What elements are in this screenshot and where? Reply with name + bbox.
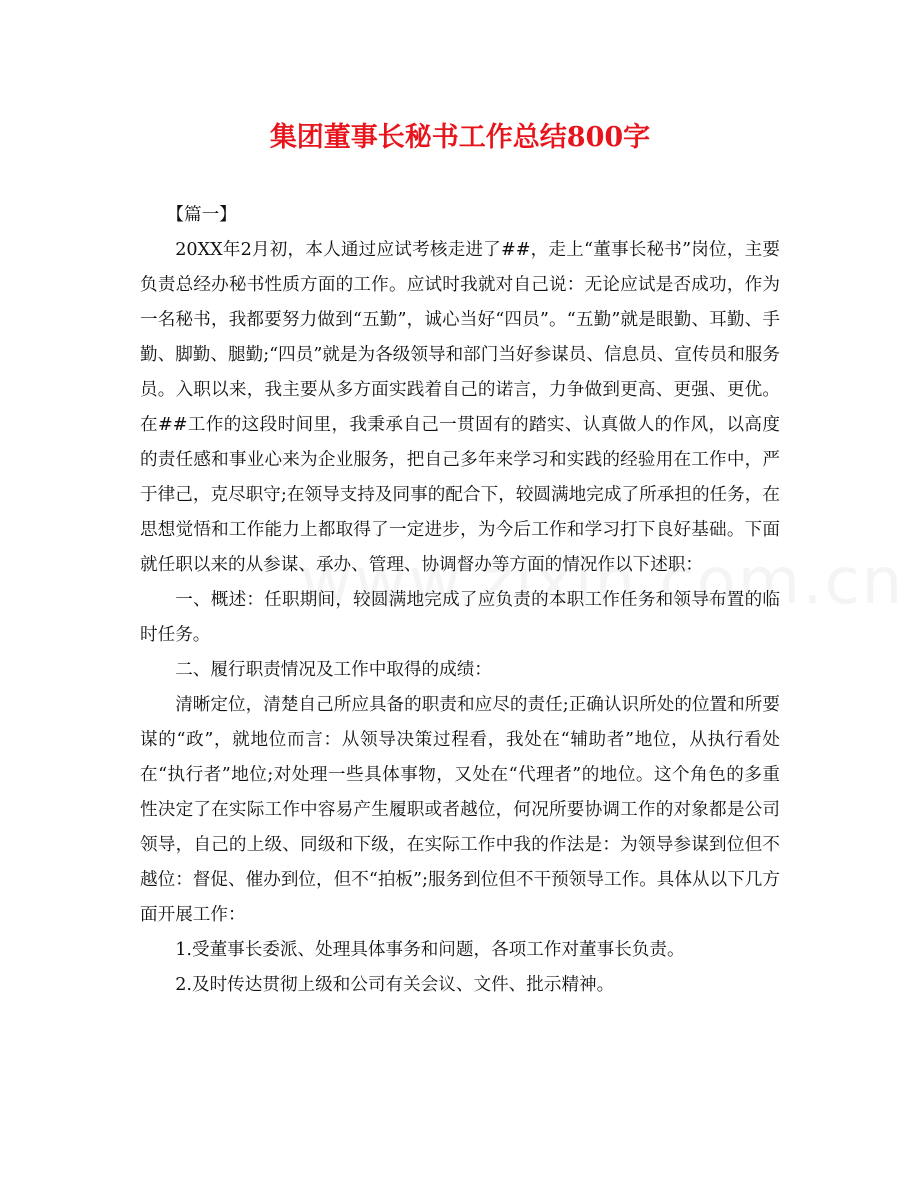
paragraph-intro: 20XX年2月初，本人通过应试考核走进了##，走上“董事长秘书”岗位，主要负责总经办秘书性质方面的工作。应试时我就对自己说：无论应试是否成功，作为一名秘书，我都要努力做到“五勤”，诚心当好“四员”。“五勤”就是眼勤、耳勤、手勤、脚勤、腿勤;“四员”就是为各级领导和部门当好参谋员、信息员、宣传员和服务员。入职以来，我主要从多方面实践着自己的诺言，力争做到更高、更强、更优。在##工作的这段时间里，我秉承自己一贯固有的踏实、认真做人的作风，以高度的责任感和事业心来为企业服务，把自己多年来学习和实践的经验用在工作中，严于律己，克尽职守;在领导支持及同事的配合下，较圆满地完成了所承担的任务，在思想觉悟和工作能力上都取得了一定进步，为今后工作和学习打下良好基础。下面就任职以来的从参谋、承办、管理、协调督办等方面的情况作以下述职： xyxy=(140,240,780,575)
paragraph-positioning: 清晰定位，清楚自己所应具备的职责和应尽的责任;正确认识所处的位置和所要谋的“政”，就地位而言：从领导决策过程看，我处在“辅助者”地位，从执行看处在“执行者”地位;对处理一些具体事物，又处在“代理者”的地位。这个角色的多重性决定了在实际工作中容易产生履职或者越位，何况所要协调工作的对象都是公司领导，自己的上级、同级和下级，在实际工作中我的作法是：为领导参谋到位但不越位：督促、催办到位，但不“拍板”;服务到位但不干预领导工作。具体从以下几方面开展工作： xyxy=(140,695,780,925)
document-body xyxy=(140,198,780,1003)
section-heading: 【篇一】 xyxy=(166,205,237,225)
paragraph-duties-heading: 二、履行职责情况及工作中取得的成绩： xyxy=(175,660,492,680)
list-item-1: 1.受董事长委派、处理具体事务和问题，各项工作对董事长负责。 xyxy=(175,940,685,960)
list-item-2: 2.及时传达贯彻上级和公司有关会议、文件、批示精神。 xyxy=(175,975,615,995)
document-title: 集团董事长秘书工作总结800字 xyxy=(269,122,651,153)
paragraph-overview: 一、概述：任职期间，较圆满地完成了应负责的本职工作任务和领导布置的临时任务。 xyxy=(140,590,780,645)
